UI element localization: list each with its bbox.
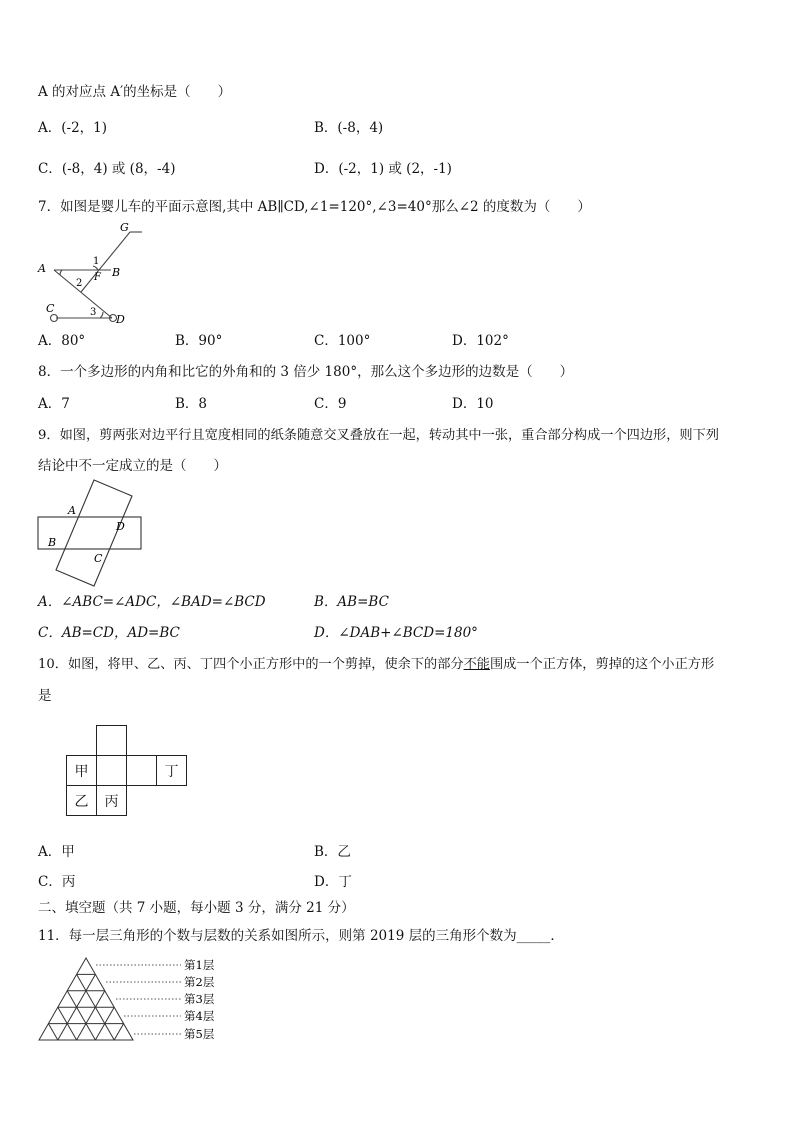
q7-stroller-figure [36, 222, 146, 327]
q8-option-d[interactable]: D．10 [452, 396, 494, 412]
q9-option-c[interactable]: C．AB=CD，AD=BC [38, 625, 180, 641]
q6-option-d[interactable]: D．(-2，1) 或 (2，-1) [314, 161, 452, 177]
q9-label-d: D [116, 520, 125, 533]
q9-stem-line2: 结论中不一定成立的是（ ） [38, 458, 227, 474]
net-center-cell [96, 755, 127, 786]
section-heading-fill-in: 二、填空题（共 7 小题，每小题 3 分，满分 21 分） [38, 900, 355, 916]
q7-label-f: F [94, 272, 101, 283]
q7-option-b[interactable]: B．90° [175, 333, 223, 349]
q7-label-a: A [38, 262, 46, 275]
q7-option-c[interactable]: C．100° [314, 333, 371, 349]
q9-label-c: C [94, 552, 103, 565]
q11-stem: 11．每一层三角形的个数与层数的关系如图所示，则第 2019 层的三角形个数为_____． [38, 928, 564, 944]
q8-option-c[interactable]: C．9 [314, 396, 347, 412]
q10-stem-line2: 是 [38, 688, 52, 704]
q6-option-b[interactable]: B．(-8，4) [314, 120, 384, 136]
net-cell-yi[interactable]: 乙 [66, 785, 97, 816]
q7-label-1: 1 [93, 256, 100, 267]
q10-stem-part-b: 围成一个正方体，剪掉的这个小正方形 [489, 657, 715, 672]
q6-option-a[interactable]: A．(-2，1) [38, 120, 108, 136]
q6-stem-end: A 的对应点 A′的坐标是（ ） [38, 84, 232, 100]
q8-option-a[interactable]: A．7 [38, 396, 70, 412]
net-right-cell [126, 755, 157, 786]
q10-stem-part-a: 10．如图，将甲、乙、丙、丁四个小正方形中的一个剪掉，使余下的部分 [38, 657, 464, 672]
q9-option-a[interactable]: A．∠ABC=∠ADC，∠BAD=∠BCD [38, 594, 266, 610]
q10-stem-underlined: 不能 [463, 657, 490, 672]
q11-layer-3: 第3层 [184, 992, 215, 1006]
net-top-cell [96, 725, 127, 756]
q7-label-2: 2 [76, 278, 83, 289]
q7-stem: 7．如图是婴儿车的平面示意图,其中 AB∥CD,∠1=120°,∠3=40°那么∠2 的度数为（ ） [38, 199, 591, 215]
q11-layer-5: 第5层 [184, 1027, 215, 1041]
q9-option-d[interactable]: D．∠DAB+∠BCD=180° [314, 625, 478, 641]
net-cell-jia[interactable]: 甲 [66, 755, 97, 786]
q11-layer-2: 第2层 [184, 975, 215, 989]
net-cell-ding[interactable]: 丁 [156, 755, 187, 786]
q11-triangle-figure [36, 955, 236, 1047]
q10-stem-line1 [38, 656, 714, 674]
q10-option-d[interactable]: D．丁 [314, 874, 352, 890]
q7-label-d: D [116, 313, 125, 326]
q7-label-g: G [120, 222, 129, 234]
q10-option-c[interactable]: C．丙 [38, 874, 76, 890]
q6-option-c[interactable]: C．(-8，4) 或 (8，-4) [38, 161, 176, 177]
q11-layer-4: 第4层 [184, 1009, 215, 1023]
net-cell-bing[interactable]: 丙 [96, 785, 127, 816]
q10-option-a[interactable]: A．甲 [38, 844, 75, 860]
q10-net-figure [66, 725, 188, 817]
q7-label-c: C [46, 302, 55, 315]
q9-strips-figure [36, 478, 156, 588]
q9-stem-line1: 9．如图，剪两张对边平行且宽度相同的纸条随意交叉叠放在一起，转动其中一张，重合部分构成一个四边形，则下列 [38, 428, 719, 443]
q9-option-b[interactable]: B．AB=BC [314, 594, 389, 610]
q11-layer-1: 第1层 [184, 958, 215, 972]
q7-label-b: B [112, 266, 121, 279]
q7-option-a[interactable]: A．80° [38, 333, 86, 349]
q8-stem: 8．一个多边形的内角和比它的外角和的 3 倍少 180°，那么这个多边形的边数是（ ） [38, 364, 574, 380]
q9-label-a: A [68, 504, 76, 517]
q7-option-d[interactable]: D．102° [452, 333, 509, 349]
q8-option-b[interactable]: B．8 [175, 396, 208, 412]
q10-option-b[interactable]: B．乙 [314, 844, 351, 860]
q7-label-3: 3 [90, 307, 97, 318]
q9-label-b: B [48, 536, 57, 549]
